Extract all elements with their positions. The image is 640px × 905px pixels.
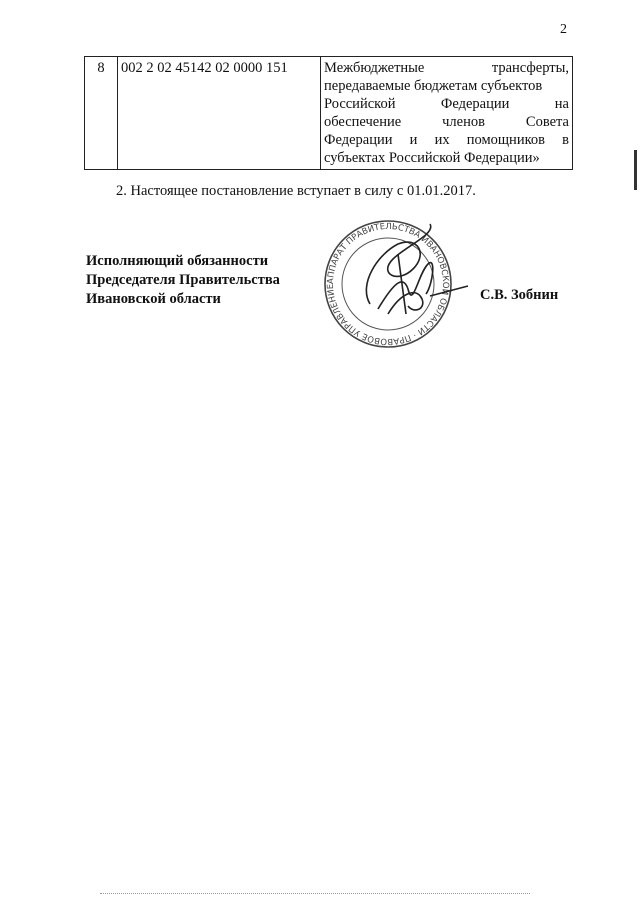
margin-mark <box>634 150 637 190</box>
description-word: Федерации <box>440 96 510 112</box>
description-word: обеспечение <box>324 114 402 130</box>
description-word: Межбюджетные <box>324 60 425 76</box>
description-word: в <box>562 132 569 148</box>
signer-title-line: Председателя Правительства <box>86 272 280 288</box>
official-stamp <box>318 214 488 354</box>
description-word: Федерации <box>324 132 393 148</box>
signer-title <box>86 252 280 309</box>
table-row <box>85 57 573 170</box>
signer-title-line: Ивановской области <box>86 291 221 307</box>
description-word: помощников <box>466 132 545 148</box>
description-word: их <box>434 132 450 148</box>
description-word: и <box>409 132 418 148</box>
signer-name: С.В. Зобнин <box>480 287 559 303</box>
description-word: трансферты, <box>491 60 569 76</box>
page-number: 2 <box>560 22 567 37</box>
signer-title-line: Исполняющий обязанности <box>86 253 269 269</box>
description-word: членов <box>442 114 485 130</box>
description-word: Совета <box>525 114 569 130</box>
row-number: 8 <box>85 57 118 170</box>
budget-table <box>84 56 573 170</box>
stamp-outer-ring <box>325 221 451 347</box>
effective-date-paragraph: 2. Настоящее постановление вступает в силу с 01.01.2017. <box>116 183 476 199</box>
stamp-text: АППАРАТ ПРАВИТЕЛЬСТВА ИВАНОВСКОЙ ОБЛАСТИ · ПРАВОВОЕ УПРАВЛЕНИЕ <box>325 221 451 347</box>
description-word: Российской <box>324 96 396 112</box>
budget-code: 002 2 02 45142 02 0000 151 <box>118 57 321 170</box>
description-word: на <box>554 96 569 112</box>
description-line-5: субъектах Российской Федерации» <box>324 150 540 166</box>
bottom-dotted-line <box>100 893 530 894</box>
row-description <box>321 57 573 170</box>
description-line-1: передаваемые бюджетам субъектов <box>324 78 543 94</box>
